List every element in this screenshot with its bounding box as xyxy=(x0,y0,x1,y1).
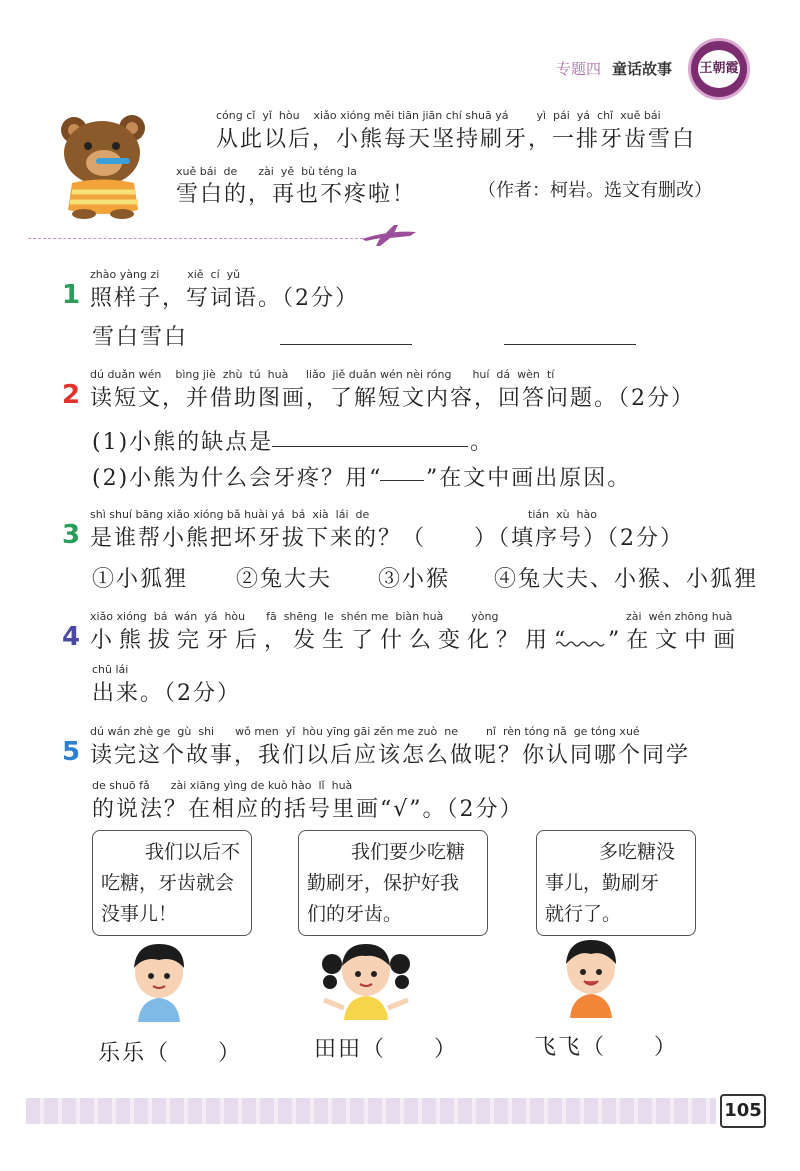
q2-pinyin: dú duǎn wén bìng jiè zhù tú huà liǎo jiě duǎn wén nèi róng huí dá wèn tí xyxy=(90,368,555,381)
speech-bubble-tiantian xyxy=(298,830,488,936)
name-tiantian-answer[interactable]: 田田（ ） xyxy=(314,1037,459,1062)
q1-answer-blank-1[interactable] xyxy=(280,344,412,345)
section-title: 童话故事 xyxy=(612,60,673,78)
q3-pinyin-2: tián xù hào xyxy=(528,508,597,521)
q4-pinyin: xiǎo xióng bá wán yá hòu fā shēng le shén me biàn huà yòng xyxy=(90,610,499,623)
bubble-lele-line: 我们以后不 xyxy=(145,841,241,863)
boy-feifei-avatar xyxy=(556,934,626,1018)
publisher-badge xyxy=(688,38,750,100)
name-feifei-answer[interactable]: 飞飞（ ） xyxy=(534,1035,679,1060)
q3-option-1: ①小狐狸 xyxy=(92,567,189,592)
q2-sub2-end: ”在文中画出原因。 xyxy=(426,466,632,491)
bubble-feifei-line: 多吃糖没 xyxy=(599,841,676,863)
q3-question: 是谁帮小熊把坏牙拔下来的？（ ）（填序号）（2分） xyxy=(90,526,684,551)
speech-bubble-lele xyxy=(92,830,252,936)
name-lele-answer[interactable]: 乐乐（ ） xyxy=(98,1041,243,1066)
q2-straight-line-mark xyxy=(380,480,424,481)
badge-logo: 王朝霞 xyxy=(698,50,740,88)
bubble-lele-line: 吃糖，牙齿就会 xyxy=(101,872,235,894)
q3-option-2: ②兔大夫 xyxy=(236,567,333,592)
q3-option-3: ③小猴 xyxy=(378,567,451,592)
q1-pinyin: zhào yàng zi xiě cí yǔ xyxy=(90,268,241,281)
section-tag: 专题四 xyxy=(556,60,602,78)
q5-question: 读完这个故事，我们以后应该怎么做呢？你认同哪个同学 xyxy=(90,743,691,768)
q3-option-4: ④兔大夫、小猴、小狐狸 xyxy=(494,567,759,592)
q5-number: 5 xyxy=(62,737,81,767)
q5-question-line2: 的说法？在相应的括号里画“√”。（2分） xyxy=(92,797,524,822)
boy-lele-avatar xyxy=(124,938,194,1022)
q2-number: 2 xyxy=(62,380,81,410)
passage-source: （作者：柯岩。选文有删改） xyxy=(478,180,712,201)
passage-line1-pinyin: cóng cǐ yǐ hòu xiǎo xióng měi tiān jiān chí shuā yá yì pái yá chǐ xuě bái xyxy=(216,109,661,122)
q4-wavy-line-mark xyxy=(556,640,606,648)
passage-line1: 从此以后，小熊每天坚持刷牙，一排牙齿雪白 xyxy=(216,127,697,152)
q3-number: 3 xyxy=(62,520,81,550)
bubble-tiantian-line: 们的牙齿。 xyxy=(307,903,403,925)
q5-pinyin: dú wán zhè ge gù shi wǒ men yǐ hòu yīng gāi zěn me zuò ne nǐ rèn tóng nǎ ge tóng xué xyxy=(90,725,640,738)
q2-question: 读短文，并借助图画，了解短文内容，回答问题。（2分） xyxy=(90,386,695,411)
q2-sub1-answer-blank[interactable] xyxy=(272,446,468,447)
bubble-feifei-line: 就行了。 xyxy=(545,903,622,925)
q4-number: 4 xyxy=(62,622,81,652)
passage-line2-pinyin: xuě bái de zài yě bù téng la xyxy=(176,165,357,178)
bubble-tiantian-line: 勤刷牙，保护好我 xyxy=(307,872,460,894)
q1-answer-blank-2[interactable] xyxy=(504,344,636,345)
section-divider xyxy=(28,238,378,239)
q2-sub1: (1)小熊的缺点是 xyxy=(92,430,274,455)
q2-sub1-end: 。 xyxy=(470,430,495,455)
airplane-icon xyxy=(360,222,420,248)
q4-pinyin-3: chū lái xyxy=(92,663,129,676)
q4-question: 小熊拔完牙后，发生了什么变化？用“ xyxy=(90,628,573,653)
q4-pinyin-2: zài wén zhōng huà xyxy=(626,610,733,623)
q1-question: 照样子，写词语。（2分） xyxy=(90,286,359,311)
bubble-feifei-line: 事儿，勤刷牙 xyxy=(545,872,660,894)
girl-tiantian-avatar xyxy=(318,936,414,1020)
speech-bubble-feifei xyxy=(536,830,696,936)
q5-pinyin-2: de shuō fǎ zài xiāng yìng de kuò hào lǐ huà xyxy=(92,779,353,792)
footer-decoration xyxy=(26,1098,716,1124)
q4-question-line2: 出来。（2分） xyxy=(92,681,241,706)
bear-brushing-teeth-illustration xyxy=(52,108,162,220)
q2-sub2-start: (2)小熊为什么会牙疼？用“ xyxy=(92,466,383,491)
q1-example: 雪白雪白 xyxy=(92,325,189,350)
q1-number: 1 xyxy=(62,280,81,310)
bubble-tiantian-line: 我们要少吃糖 xyxy=(351,841,466,863)
q4-question-end: ”在文中画 xyxy=(608,628,743,653)
bubble-lele-line: 没事儿！ xyxy=(101,903,178,925)
q3-pinyin: shì shuí bāng xiǎo xióng bǎ huài yá bá xià lái de xyxy=(90,508,370,521)
passage-line2: 雪白的，再也不疼啦！ xyxy=(176,182,417,207)
page-number: 105 xyxy=(720,1094,766,1128)
